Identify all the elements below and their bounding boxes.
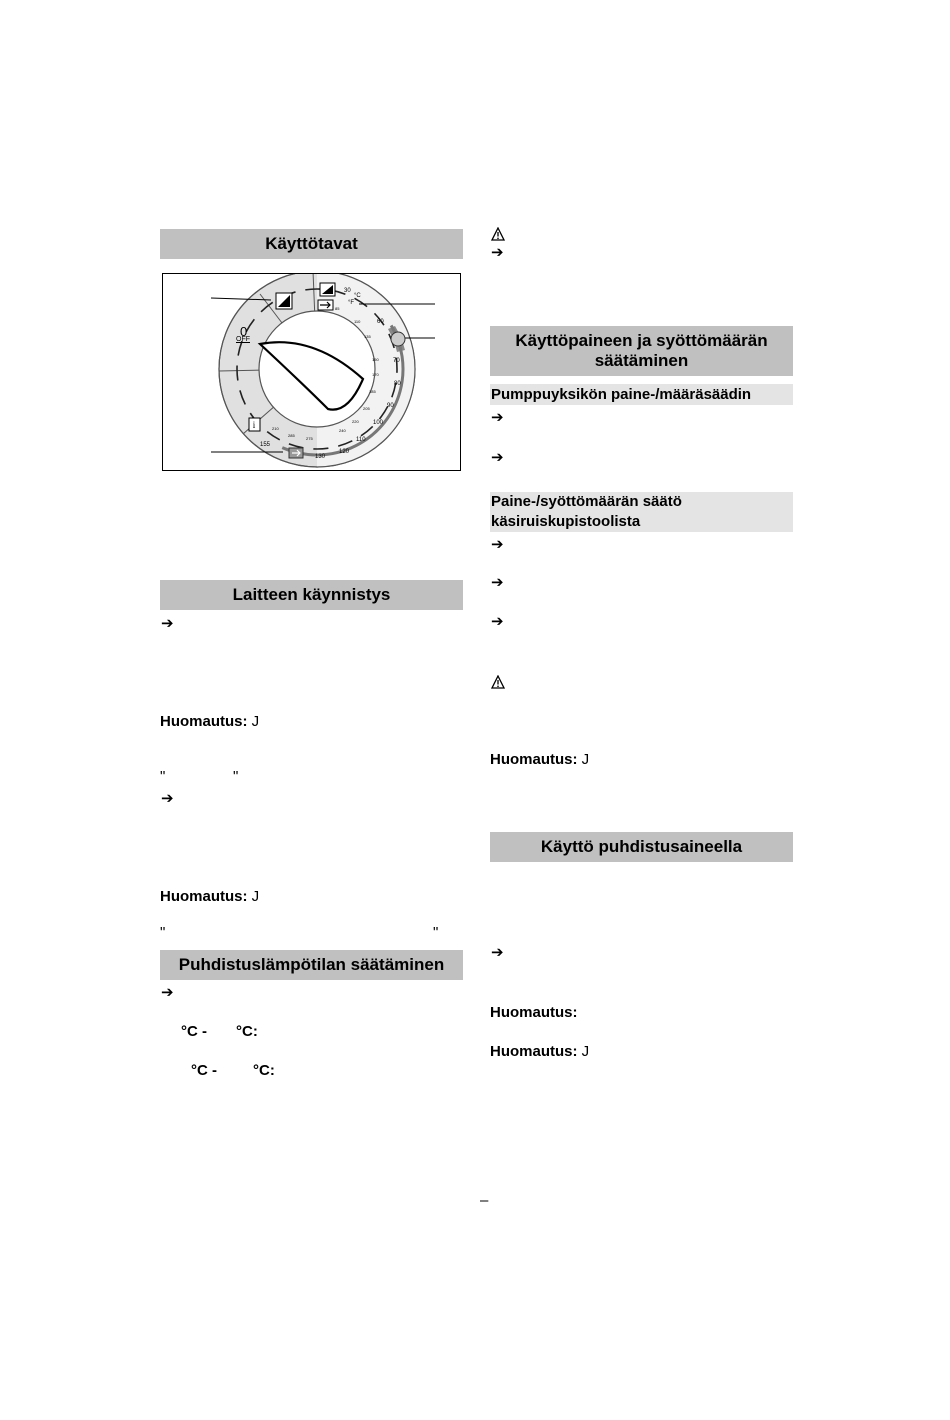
temp-range-start: °C - xyxy=(181,1023,207,1040)
dial-f-210: 210 xyxy=(272,426,279,431)
dial-f-285: 285 xyxy=(288,433,295,438)
note-suffix: J xyxy=(581,751,590,768)
dial-c-155: 155 xyxy=(260,442,271,448)
dial-c-100: 100 xyxy=(373,420,384,426)
arrow-right-icon: ➔ xyxy=(491,244,504,261)
subheading-pumppuyksikko: Pumppuyksikön paine-/määräsäädin xyxy=(490,384,793,405)
heading-puhdistuslampotila: Puhdistuslämpötilan säätäminen xyxy=(160,950,463,980)
dial-f-205: 205 xyxy=(363,406,370,411)
warning-triangle-icon xyxy=(491,227,505,241)
temp-range-end: °C: xyxy=(253,1062,275,1079)
dial-c-130: 130 xyxy=(315,454,326,460)
dial-f-170: 170 xyxy=(372,372,379,377)
dial-c-80: 80 xyxy=(394,381,401,387)
eco-indicator-icon xyxy=(391,332,405,346)
note-label: Huomautus: xyxy=(160,713,248,730)
dial-f-185: 185 xyxy=(369,389,376,394)
heading-laitteen-kaynnistys: Laitteen käynnistys xyxy=(160,580,463,610)
arrow-right-icon: ➔ xyxy=(491,449,504,466)
note-label: Huomautus: xyxy=(160,888,248,905)
heading-kaytto-puhdistusaineella: Käyttö puhdistusaineella xyxy=(490,832,793,862)
dial-unit-c: °C xyxy=(354,293,361,299)
page-dash: – xyxy=(480,1192,489,1209)
subheading-line-1: Paine-/syöttömäärän säätö xyxy=(491,493,682,510)
note-suffix: J xyxy=(581,1043,590,1060)
note-label: Huomautus: xyxy=(490,1004,578,1021)
dial-f-220: 220 xyxy=(352,419,359,424)
dial-c-70: 70 xyxy=(393,358,400,364)
quote-open: " xyxy=(160,924,166,941)
dial-unit-f: °F xyxy=(348,300,355,306)
dial-f-150: 150 xyxy=(372,357,379,362)
note-label: Huomautus: xyxy=(490,1043,578,1060)
temp-range-end: °C: xyxy=(236,1023,258,1040)
subheading-kasiruiskupistooli xyxy=(490,492,793,532)
off-value: 0 xyxy=(240,324,248,339)
dial-c-120: 120 xyxy=(339,449,350,455)
note-4 xyxy=(490,1004,578,1021)
arrow-right-icon: ➔ xyxy=(491,613,504,630)
heading-kayttotavat: Käyttötavat xyxy=(160,229,463,259)
arrow-right-icon: ➔ xyxy=(161,615,174,632)
note-suffix: J xyxy=(251,713,260,730)
warning-triangle-icon xyxy=(491,675,505,689)
off-label: OFF xyxy=(236,336,250,343)
note-5 xyxy=(490,1043,589,1060)
note-suffix: J xyxy=(251,888,260,905)
temp-range-start: °C - xyxy=(191,1062,217,1079)
heading-kayttopaine: Käyttöpaineen ja syöttömäärän säätäminen xyxy=(490,326,793,376)
arrow-right-icon: ➔ xyxy=(161,790,174,807)
arrow-right-icon: ➔ xyxy=(161,984,174,1001)
arrow-right-icon: ➔ xyxy=(491,536,504,553)
dial-f-275: 275 xyxy=(306,436,313,441)
arrow-right-icon: ➔ xyxy=(491,574,504,591)
dial-c-60: 60 xyxy=(377,319,384,325)
dial-f-110: 110 xyxy=(354,319,361,324)
svg-text:i: i xyxy=(252,420,256,430)
quote-open: " xyxy=(160,768,166,785)
note-1 xyxy=(160,713,259,730)
dial-c-30: 30 xyxy=(344,288,351,294)
note-3 xyxy=(490,751,589,768)
quote-close: " xyxy=(233,768,239,785)
dial-f-135: 135 xyxy=(364,334,371,339)
note-label: Huomautus: xyxy=(490,751,578,768)
note-2 xyxy=(160,888,259,905)
subheading-line-2: käsiruiskupistoolista xyxy=(491,513,641,530)
quote-close: " xyxy=(433,924,439,941)
dial-c-110: 110 xyxy=(356,437,366,443)
dial-f-240: 240 xyxy=(339,428,346,433)
arrow-right-icon: ➔ xyxy=(491,409,504,426)
dial-f-85: 85 xyxy=(335,306,340,311)
mode-dial-figure xyxy=(162,273,461,471)
dial-c-90: 90 xyxy=(387,403,394,409)
arrow-right-icon: ➔ xyxy=(491,944,504,961)
